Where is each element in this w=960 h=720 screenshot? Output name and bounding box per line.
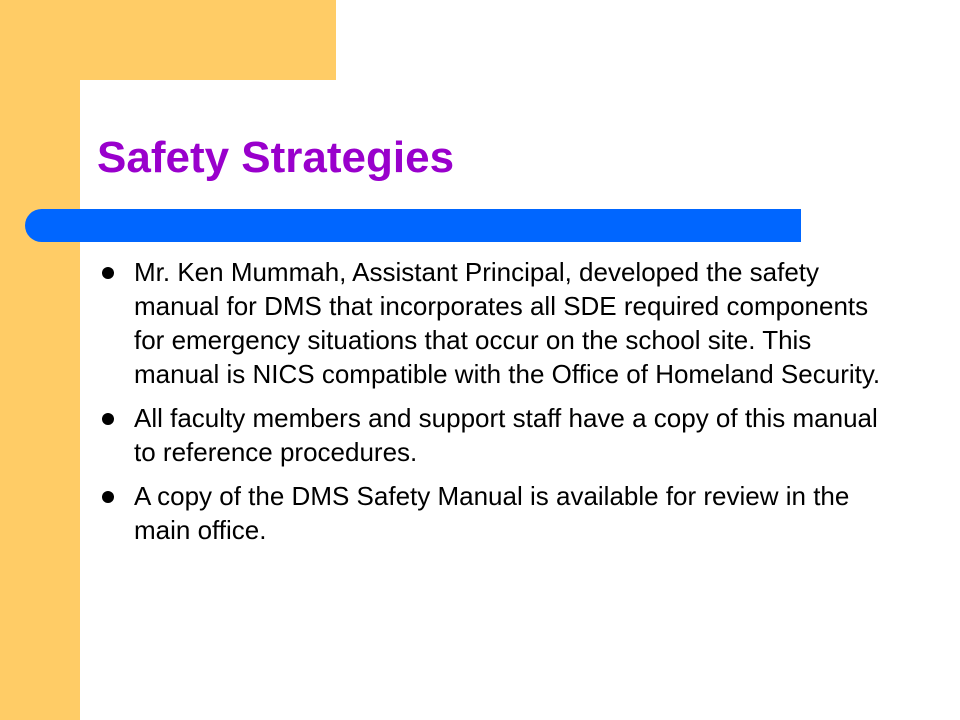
bullet-list xyxy=(100,255,900,557)
bullet-text: A copy of the DMS Safety Manual is available for review in the main office. xyxy=(134,481,850,545)
bullet-text: Mr. Ken Mummah, Assistant Principal, developed the safety manual for DMS that incorporates all SDE required components for emergency situations that occur on the school site. This manual is NICS compatible with the Office of Homeland Security. xyxy=(134,257,881,389)
decorative-rounded-corner xyxy=(80,80,140,140)
bullet-item xyxy=(100,255,900,391)
slide-title: Safety Strategies xyxy=(97,133,455,182)
bullet-dot-icon xyxy=(102,413,114,425)
bullet-item xyxy=(100,401,900,469)
decorative-top-band xyxy=(80,0,336,80)
title-accent-bar xyxy=(25,209,801,242)
bullet-text: All faculty members and support staff have a copy of this manual to reference procedures. xyxy=(134,403,878,467)
bullet-dot-icon xyxy=(102,267,114,279)
decorative-side-band xyxy=(0,0,80,720)
bullet-dot-icon xyxy=(102,491,114,503)
bullet-item xyxy=(100,479,900,547)
